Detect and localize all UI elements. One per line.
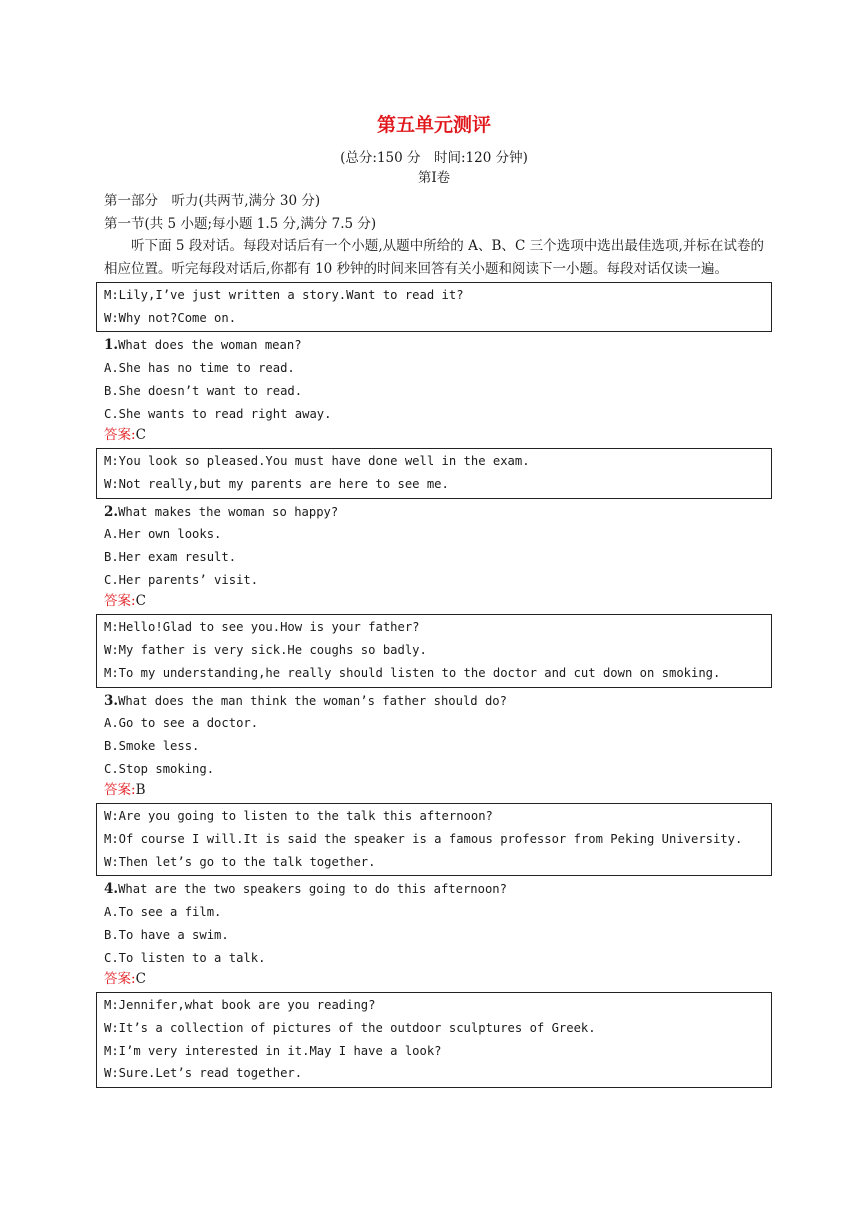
question bbox=[104, 878, 764, 901]
answer-value: C bbox=[135, 593, 146, 610]
exam-page bbox=[104, 112, 764, 1090]
question-number: 4. bbox=[104, 881, 119, 898]
exam-meta: (总分:150 分 时间:120 分钟) bbox=[340, 150, 528, 166]
dialog-line: W:Then let’s go to the talk together. bbox=[104, 854, 376, 869]
option: C.To listen to a talk. bbox=[104, 950, 266, 965]
option: C.Her parents’ visit. bbox=[104, 572, 259, 587]
dialog-box bbox=[96, 282, 772, 332]
dialog-line: W:Why not?Come on. bbox=[104, 310, 237, 325]
answer-value: B bbox=[135, 782, 146, 799]
dialog-line: M:Lily,I’ve just written a story.Want to read it? bbox=[104, 288, 464, 302]
dialog-line: W:My father is very sick.He coughs so badly. bbox=[104, 643, 427, 658]
dialog-line: M:You look so pleased.You must have done well in the exam. bbox=[104, 454, 530, 469]
dialog-box bbox=[96, 448, 772, 498]
option: B.To have a swim. bbox=[104, 927, 229, 942]
option: C.Stop smoking. bbox=[104, 761, 215, 776]
answer bbox=[104, 425, 764, 446]
dialog-line: M:Of course I will.It is said the speaker is a famous professor from Peking University. bbox=[104, 832, 743, 847]
dialog-line: W:Are you going to listen to the talk this afternoon? bbox=[104, 809, 493, 824]
question-number: 3. bbox=[104, 692, 119, 709]
answer bbox=[104, 969, 764, 990]
question-text: What does the man think the woman’s father should do? bbox=[118, 693, 507, 708]
dialog-line: M:Jennifer,what book are you reading? bbox=[104, 998, 376, 1013]
option: A.Go to see a doctor. bbox=[104, 716, 259, 731]
dialog-line: M:To my understanding,he really should listen to the doctor and cut down on smoking. bbox=[104, 665, 721, 680]
page-title: 第五单元测评 bbox=[376, 114, 491, 136]
dialog-line: W:Sure.Let’s read together. bbox=[104, 1066, 303, 1081]
question-text: What does the woman mean? bbox=[118, 338, 302, 353]
dialog-box bbox=[96, 803, 772, 876]
dialog-box bbox=[96, 992, 772, 1088]
option: A.To see a film. bbox=[104, 905, 222, 920]
dialog-line: M:Hello!Glad to see you.How is your father? bbox=[104, 620, 420, 635]
answer-label: 答案: bbox=[104, 427, 136, 444]
answer bbox=[104, 591, 764, 612]
question-text: What are the two speakers going to do this afternoon? bbox=[118, 882, 507, 897]
option: A.Her own looks. bbox=[104, 527, 222, 542]
volume-heading: 第Ⅰ卷 bbox=[417, 170, 451, 186]
answer-value: C bbox=[135, 971, 146, 988]
option: B.Smoke less. bbox=[104, 738, 200, 753]
option: B.Her exam result. bbox=[104, 550, 237, 565]
question bbox=[104, 690, 764, 713]
dialog-box bbox=[96, 614, 772, 687]
dialog-line: W:It’s a collection of pictures of the outdoor sculptures of Greek. bbox=[104, 1020, 596, 1035]
question bbox=[104, 334, 764, 357]
option: A.She has no time to read. bbox=[104, 361, 295, 376]
dialog-line: M:I’m very interested in it.May I have a look? bbox=[104, 1043, 442, 1058]
part-heading: 第一部分 听力(共两节,满分 30 分) bbox=[104, 193, 321, 209]
instructions: 听下面 5 段对话。每段对话后有一个小题,从题中所给的 A、B、C 三个选项中选出最佳选项,并标在试卷的相应位置。听完每段对话后,你都有 10 秒钟的时间来回答有关小题和阅读下一小题。每段对话仅读一遍。 bbox=[104, 238, 764, 277]
question-number: 2. bbox=[104, 503, 119, 520]
question-number: 1. bbox=[104, 337, 119, 354]
answer-label: 答案: bbox=[104, 593, 136, 610]
answer-value: C bbox=[135, 427, 146, 444]
answer-label: 答案: bbox=[104, 971, 136, 988]
question-text: What makes the woman so happy? bbox=[118, 504, 339, 519]
answer-label: 答案: bbox=[104, 782, 136, 799]
section-heading: 第一节(共 5 小题;每小题 1.5 分,满分 7.5 分) bbox=[104, 215, 377, 232]
option: C.She wants to read right away. bbox=[104, 406, 332, 421]
option: B.She doesn’t want to read. bbox=[104, 383, 303, 398]
question bbox=[104, 501, 764, 524]
answer bbox=[104, 780, 764, 801]
dialog-line: W:Not really,but my parents are here to see me. bbox=[104, 476, 449, 491]
